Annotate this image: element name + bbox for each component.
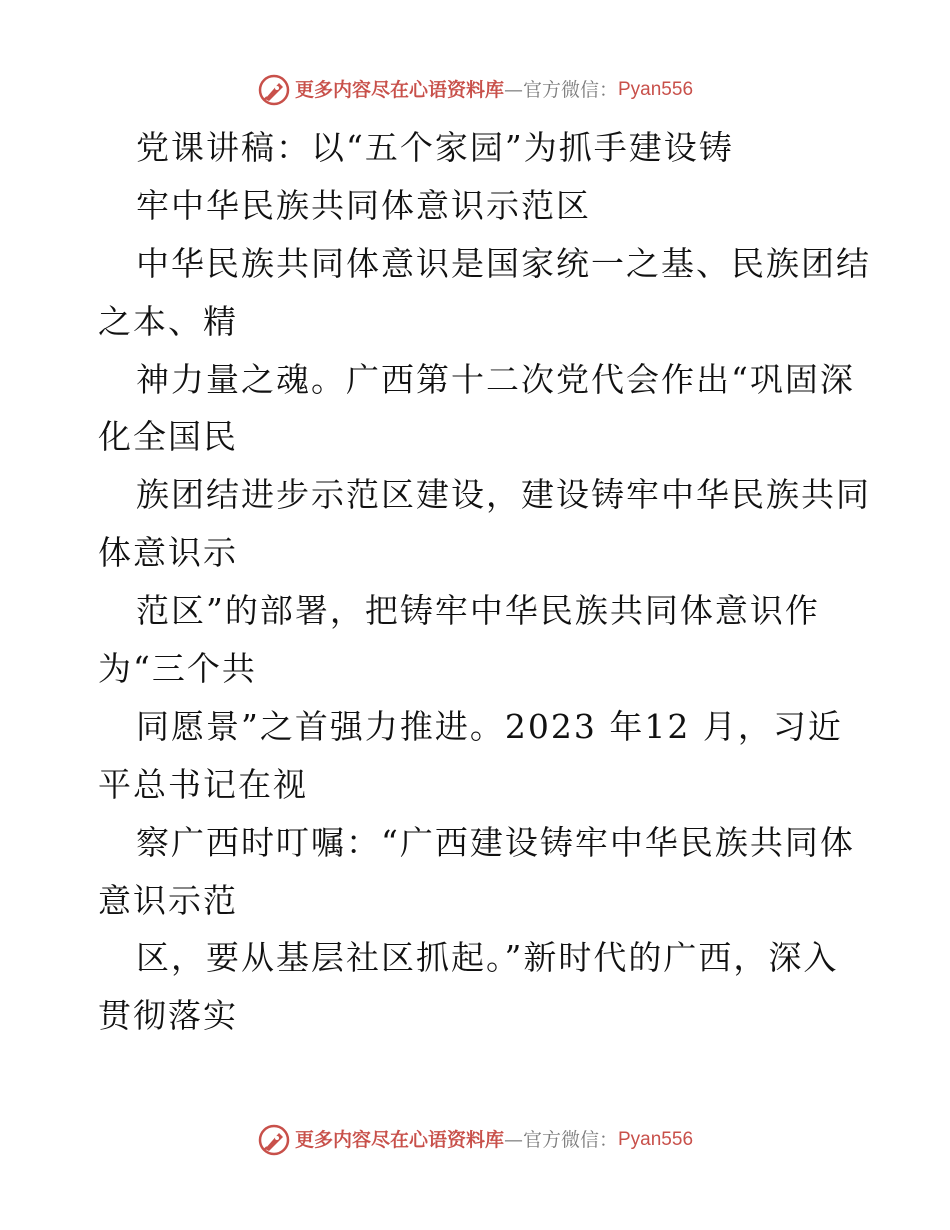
pen-nib-logo-icon: [257, 73, 291, 107]
document-body: [98, 119, 871, 1045]
body-line: 察广西时叮嘱：“广西建设铸牢中华民族共同体: [136, 822, 855, 862]
header-banner: [0, 70, 950, 110]
wechat-label: 官方微信：: [522, 1129, 618, 1151]
body-line: 族团结进步示范区建设，建设铸牢中华民族共同: [136, 475, 871, 515]
body-line: 神力量之魂。广西第十二次党代会作出“巩固深: [136, 359, 855, 399]
title-line-1: 党课讲稿：以“五个家园”为抓手建设铸: [136, 128, 734, 167]
body-line: 为“三个共: [98, 649, 257, 689]
body-line: 平总书记在视: [98, 764, 308, 804]
promo-text: 更多内容尽在心语资料库: [294, 79, 504, 101]
body-line: 意识示范: [98, 880, 238, 920]
body-line: 之本、精: [98, 301, 238, 341]
body-line: 中华民族共同体意识是国家统一之基、民族团结: [136, 243, 871, 283]
body-line: 范区”的部署，把铸牢中华民族共同体意识作: [136, 591, 820, 631]
body-line: 化全国民: [98, 417, 238, 457]
wechat-label: 官方微信：: [522, 79, 618, 101]
wechat-id: Pyan556: [618, 79, 694, 100]
banner-dash: —: [503, 79, 523, 101]
body-line: 体意识示: [98, 533, 238, 573]
body-line: 区，要从基层社区抓起。”新时代的广西，深入: [136, 938, 839, 978]
promo-text: 更多内容尽在心语资料库: [294, 1129, 504, 1151]
pen-nib-logo-icon: [257, 1123, 291, 1157]
footer-banner: [0, 1120, 950, 1160]
wechat-id: Pyan556: [618, 1129, 694, 1150]
banner-dash: —: [503, 1129, 523, 1151]
body-line: 贯彻落实: [98, 996, 238, 1036]
body-line: 同愿景”之首强力推进。2023 年12 月，习近: [136, 706, 843, 746]
title-line-2: 牢中华民族共同体意识示范区: [136, 185, 591, 225]
